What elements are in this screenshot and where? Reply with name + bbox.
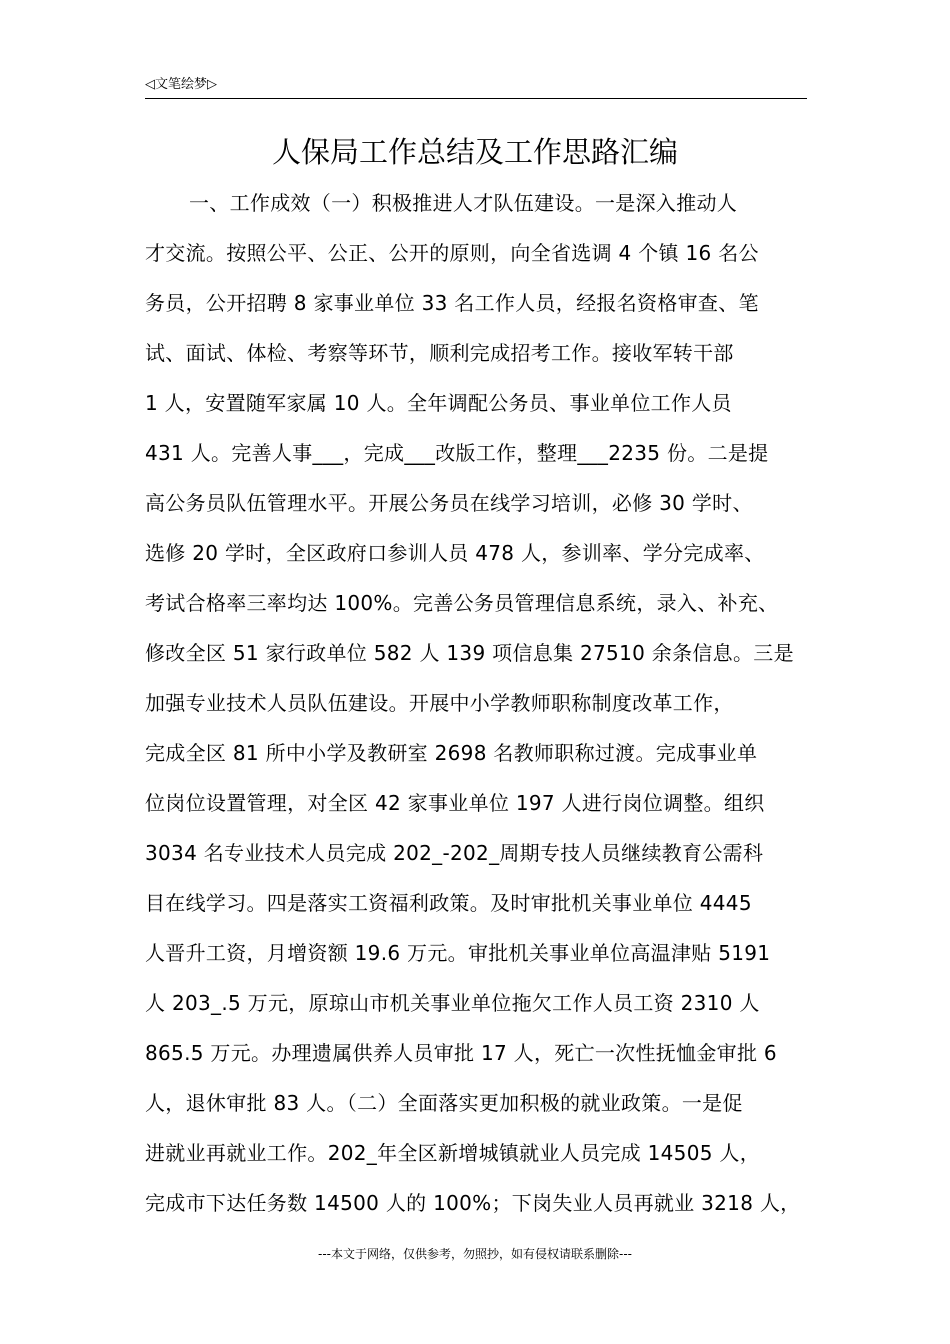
body-line: 完成市下达任务数 14500 人的 100%；下岗失业人员再就业 3218 人， <box>145 1191 801 1215</box>
body-line: 加强专业技术人员队伍建设。开展中小学教师职称制度改革工作， <box>145 691 734 715</box>
body-line: 1 人，安置随军家属 10 人。全年调配公务员、事业单位工作人员 <box>145 391 732 415</box>
body-line: 才交流。按照公平、公正、公开的原则，向全省选调 4 个镇 16 名公 <box>145 241 759 265</box>
body-line: 3034 名专业技术人员完成 202_-202_周期专技人员继续教育公需科 <box>145 841 764 865</box>
body-line: 务员，公开招聘 8 家事业单位 33 名工作人员，经报名资格审查、笔 <box>145 291 759 315</box>
body-line: 试、面试、体检、考察等环节，顺利完成招考工作。接收军转干部 <box>145 341 734 365</box>
header-text: ◁文笔绘梦▷ <box>145 77 217 92</box>
body-line: 位岗位设置管理，对全区 42 家事业单位 197 人进行岗位调整。组织 <box>145 791 765 815</box>
page-footer: ---本文于网络，仅供参考，勿照抄，如有侵权请联系删除--- <box>318 1247 632 1261</box>
body-line: 修改全区 51 家行政单位 582 人 139 项信息集 27510 余条信息。三是 <box>145 641 794 665</box>
document-body <box>145 178 820 1228</box>
document-title: 人保局工作总结及工作思路汇编 <box>271 135 678 169</box>
body-line: 人晋升工资，月增资额 19.6 万元。审批机关事业单位高温津贴 5191 <box>145 941 771 965</box>
body-line: 完成全区 81 所中小学及教研室 2698 名教师职称过渡。完成事业单 <box>145 741 758 765</box>
body-line: 一、工作成效（一）积极推进人才队伍建设。一是深入推动人 <box>189 191 738 215</box>
page-header <box>145 76 807 99</box>
body-line: 进就业再就业工作。202_年全区新增城镇就业人员完成 14505 人， <box>145 1141 761 1165</box>
body-line: 865.5 万元。办理遗属供养人员审批 17 人，死亡一次性抚恤金审批 6 <box>145 1041 777 1065</box>
body-line: 选修 20 学时，全区政府口参训人员 478 人，参训率、学分完成率、 <box>145 541 765 565</box>
body-line: 431 人。完善人事___，完成___改版工作，整理___2235 份。二是提 <box>145 441 769 465</box>
body-line: 人 203_.5 万元，原琼山市机关事业单位拖欠工作人员工资 2310 人 <box>145 991 760 1015</box>
body-line: 高公务员队伍管理水平。开展公务员在线学习培训，必修 30 学时、 <box>145 491 753 515</box>
body-line: 人，退休审批 83 人。（二）全面落实更加积极的就业政策。一是促 <box>145 1091 743 1115</box>
body-line: 目在线学习。四是落实工资福利政策。及时审批机关事业单位 4445 <box>145 891 752 915</box>
body-line: 考试合格率三率均达 100%。完善公务员管理信息系统，录入、补充、 <box>145 591 779 615</box>
